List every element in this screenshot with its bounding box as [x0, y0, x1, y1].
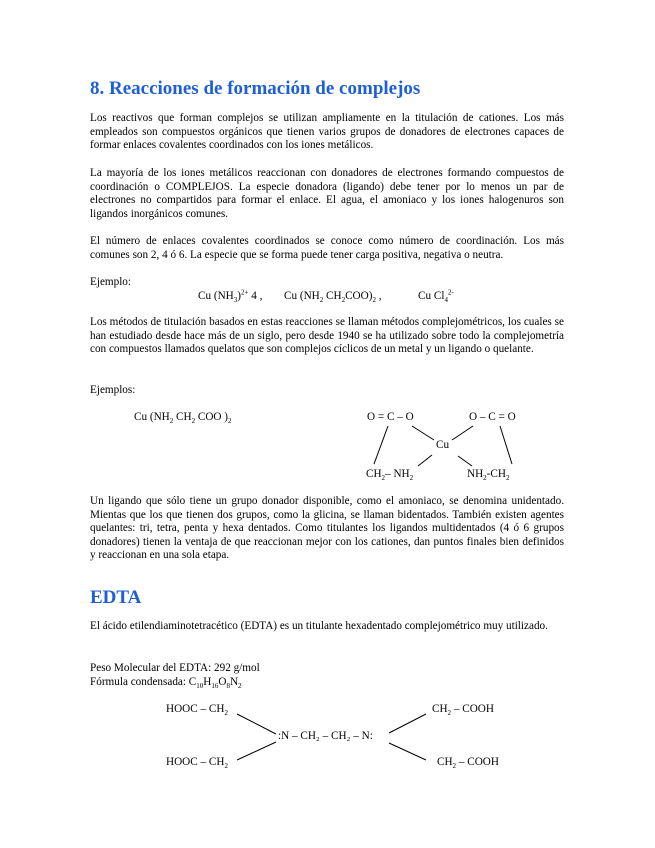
edta-group-bottom-left: HOOC – $CH_2$ — [166, 756, 228, 771]
edta-bond-1 — [237, 714, 276, 734]
paragraph-1: Los reactivos que forman complejos se utilizan ampliamente en la titulación de cationes. Los más empleados son compuestos orgánicos que tienen varios grupos de donadores de electrones capaces de formar enlaces covalentes coordinados con los iones metálicos. — [90, 112, 564, 152]
paragraph-4: Los métodos de titulación basados en estas reacciones se llaman métodos complejométricos, los cuales se han estudiado desde hace más de un siglo, pero desde 1940 se ha utilizado sobre todo la complejometría con compuestos llamados quelatos que son complejos cíclicos de un metal y un ligando o quelante. — [90, 316, 564, 356]
section-title: 8. Reacciones de formación de complejos — [90, 78, 421, 99]
edta-group-bottom-right: $CH_2$ – COOH — [437, 756, 499, 771]
edta-bond-3 — [389, 714, 426, 733]
paragraph-3: El número de enlaces covalentes coordinados se conoce como número de coordinación. Los más comunes son 2, 4 ó 6. La especie que se forma puede tener carga positiva, negativa o neutra. — [90, 235, 564, 261]
edta-title: EDTA — [90, 587, 142, 608]
chelate-bottom-left: $CH_2-$ $NH_2$ — [366, 468, 414, 483]
chelate-bond-3 — [452, 426, 473, 440]
chelate-bond-2 — [412, 426, 434, 440]
chelate-top-left: O = C – O — [367, 411, 414, 423]
edta-bond-2 — [237, 742, 276, 760]
examples-label: Ejemplos: — [90, 384, 136, 396]
example-formula-3: Cu $Cl_4^{2-}$ — [418, 288, 454, 305]
chelate-bond-5 — [418, 455, 432, 466]
edta-center-chain: :N – CH₂ – CH₂ – N: — [278, 730, 373, 742]
chelate-bond-6 — [458, 456, 472, 466]
glycinate-formula: Cu ($NH_2$ $CH_2$ COO )$_2$ — [134, 411, 232, 426]
chelate-bond-1 — [374, 426, 388, 464]
paragraph-5: Un ligando que sólo tiene un grupo donador disponible, como el amoniaco, se denomina unidentado. Mientas que los que tienen dos grupos, como la glicina, se llaman bidentados. También existen agentes quelantes: tri, tetra, penta y hexa dentados. Como titulantes los ligandos multidentados (4 ó 6 grupos donadores) tienen la ventaja de que reaccionan mejor con los cationes, dan puntos finales bien definidos y reaccionan en una sola etapa. — [90, 495, 564, 562]
example-label: Ejemplo: — [90, 276, 132, 288]
edta-group-top-right: $CH_2$ – COOH — [432, 703, 494, 718]
chelate-bottom-right: $NH_2-CH_2$ — [467, 468, 510, 483]
chelate-bond-4 — [500, 426, 512, 464]
edta-paragraph: El ácido etilendiaminotetracético (EDTA) es un titulante hexadentado complejométrico muy utilizado. — [90, 620, 548, 632]
chelate-top-right: O – C = O — [469, 411, 516, 423]
paragraph-2: La mayoría de los iones metálicos reaccionan con donadores de electrones formando compuestos de coordinación o COMPLEJOS. La especie donadora (ligando) debe tener por lo menos un par de electrones no compartidos para formar el enlace. El agua, el amoniaco y los iones halogenuros son ligandos inorgánicos comunes. — [90, 167, 564, 220]
example-formula-1: Cu $(NH_3)^{2+}$ 4 , — [198, 288, 263, 305]
edta-formula: Fórmula condensada: $C_{10}H_{16}O_8N_2$ — [90, 676, 242, 691]
edta-group-top-left: HOOC – $CH_2$ — [166, 703, 228, 718]
example-formula-2: Cu ($NH_2$ $CH_2COO)_2$ , — [284, 290, 382, 305]
edta-molecular-weight: Peso Molecular del EDTA: 292 g/mol — [90, 662, 260, 674]
chelate-metal: Cu — [436, 439, 450, 451]
edta-bond-4 — [389, 743, 426, 760]
